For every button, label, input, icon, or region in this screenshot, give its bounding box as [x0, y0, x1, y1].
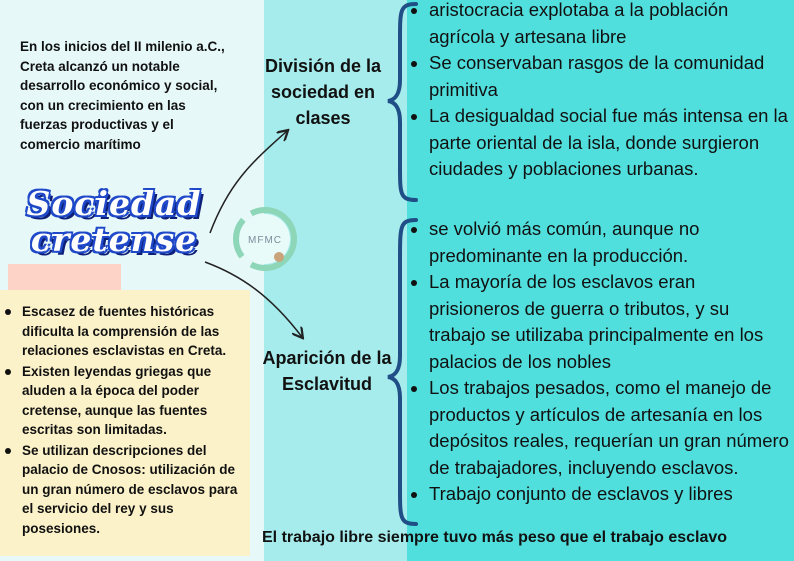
- esclavitud-bullet-item: Los trabajos pesados, como el manejo de productos y artículos de artesanía en los depósitos reales, requerían un gran número de trabajadores, incluyendo esclavos.: [429, 375, 789, 481]
- division-bullet-list: [429, 0, 789, 183]
- conclusion-text: El trabajo libre siempre tuvo más peso que el trabajo esclavo: [262, 529, 728, 546]
- sources-list-item: Existen leyendas griegas que aluden a la época del poder cretense, aunque las fuentes escritas son limitadas.: [22, 362, 250, 440]
- branch-label-esclavitud: Aparición de la Esclavitud: [262, 348, 392, 394]
- logo-avatar-icon: [274, 252, 284, 262]
- sources-list-item: Se utilizan descripciones del palacio de Cnosos: utilización de un gran número de esclavos para el servicio del rey y sus posesiones.: [22, 441, 250, 539]
- title-line-2: cretense: [30, 220, 198, 259]
- esclavitud-bullet-item: Trabajo conjunto de esclavos y libres: [429, 481, 789, 508]
- sources-box: [0, 290, 250, 556]
- sources-list-item: Escasez de fuentes históricas dificulta la comprensión de las relaciones esclavistas en Creta.: [22, 302, 250, 361]
- esclavitud-bullet-list: [429, 216, 789, 508]
- division-bullet-item: Se conservaban rasgos de la comunidad primitiva: [429, 50, 789, 103]
- logo-text: MFMC: [248, 235, 282, 246]
- esclavitud-bullet-item: La mayoría de los esclavos eran prisioneros de guerra o tributos, y su trabajo se utilizaba principalmente en los palacios de los nobles: [429, 269, 789, 375]
- branch-label-division: División de la sociedad en clases: [264, 56, 382, 128]
- mfmc-logo: [229, 203, 301, 275]
- division-bullet-item: La desigualdad social fue más intensa en la parte oriental de la isla, donde surgieron ciudades y poblaciones urbanas.: [429, 103, 789, 183]
- sources-list: [0, 290, 250, 538]
- esclavitud-bullet-item: se volvió más común, aunque no predominante en la producción.: [429, 216, 789, 269]
- intro-text: En los inicios del II milenio a.C., Creta alcanzó un notable desarrollo económico y social, con un crecimiento en las fuerzas productivas y el comercio marítimo: [20, 39, 225, 152]
- decorative-tag: [8, 264, 121, 292]
- diagram-title: [14, 186, 214, 258]
- division-bullet-item: aristocracia explotaba a la población agrícola y artesana libre: [429, 0, 789, 50]
- title-line-1: Sociedad: [26, 184, 202, 223]
